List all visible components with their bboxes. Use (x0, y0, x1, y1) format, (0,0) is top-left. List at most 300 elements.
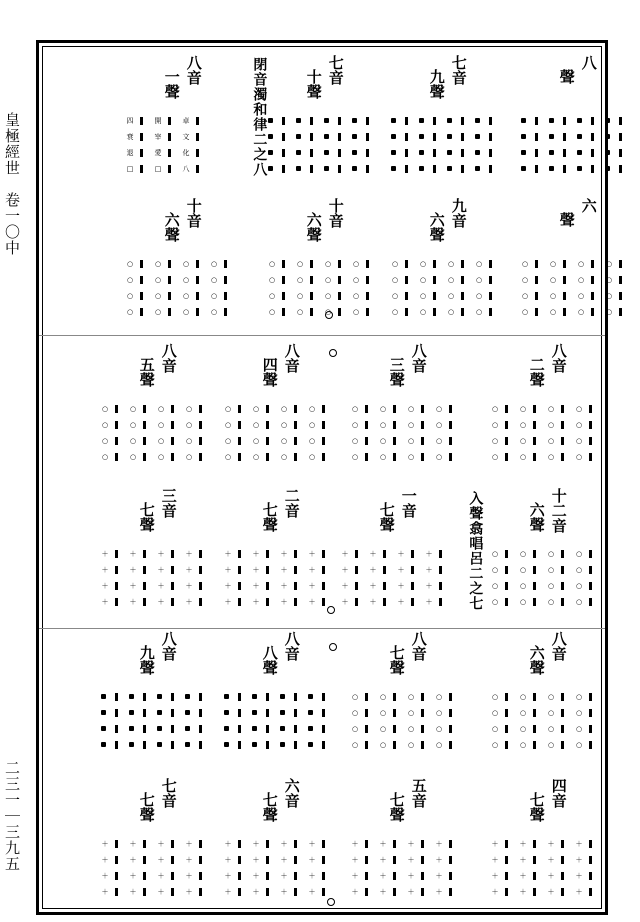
glyph-cell (126, 451, 148, 463)
glyph-column (98, 838, 120, 898)
bar-mark (591, 117, 594, 125)
dot-mark (185, 726, 190, 731)
glyph-cell (293, 290, 315, 302)
tone-word: 音 (159, 793, 178, 808)
glyph-cell (305, 723, 327, 735)
glyph-cell (546, 131, 568, 143)
bar-mark (199, 566, 202, 574)
circle-glyph: ○ (519, 405, 527, 413)
dot-mark (252, 694, 257, 699)
sound-number: 七 (527, 792, 546, 807)
glyph-cell (348, 691, 370, 703)
glyph-column (305, 403, 327, 463)
bar-mark (115, 856, 118, 864)
running-title: 皇極經世 卷一〇中 (3, 112, 21, 256)
plus-glyph: ＋ (129, 598, 137, 606)
glyph-cell (432, 739, 454, 751)
dot-mark (352, 166, 357, 171)
glyph-cell (472, 274, 494, 286)
bar-mark (489, 117, 492, 125)
plus-glyph: ＋ (341, 582, 349, 590)
glyph-cell (179, 163, 201, 175)
bar-mark (199, 437, 202, 445)
circle-glyph: ○ (280, 405, 288, 413)
glyph-cell (221, 548, 243, 560)
circle-glyph: ○ (407, 709, 415, 717)
tone-number: 八 (282, 631, 301, 646)
glyph-cell (123, 147, 145, 159)
glyph-cell (265, 290, 287, 302)
bar-mark (449, 840, 452, 848)
dot-mark (419, 166, 424, 171)
glyph-cell (516, 691, 538, 703)
glyph-cell (207, 306, 229, 318)
sound-word: 聲 (260, 372, 279, 387)
glyph-cell (126, 723, 148, 735)
plus-glyph: ＋ (185, 566, 193, 574)
circle-glyph: ○ (547, 566, 555, 574)
circle-glyph: ○ (435, 693, 443, 701)
sound-label (138, 645, 154, 675)
glyph-cell (472, 306, 494, 318)
bar-mark (171, 421, 174, 429)
dot-mark (268, 166, 273, 171)
glyph-cell (349, 163, 371, 175)
glyph-column (221, 691, 243, 751)
glyph-text: 四 (126, 117, 134, 125)
glyph-cell (221, 419, 243, 431)
plus-glyph: ＋ (280, 598, 288, 606)
glyph-cell (488, 564, 510, 576)
circle-glyph: ○ (575, 566, 583, 574)
tone-label (283, 631, 299, 661)
sound-label (528, 357, 544, 387)
circle-glyph: ○ (521, 260, 529, 268)
plus-glyph: ＋ (397, 582, 405, 590)
glyph-cell (572, 403, 594, 415)
glyph-cell (366, 580, 388, 592)
glyph-column (472, 115, 494, 175)
glyph-cell (488, 707, 510, 719)
bar-mark (365, 405, 368, 413)
glyph-column (249, 403, 271, 463)
glyph-column (249, 691, 271, 751)
glyph-grid (338, 548, 444, 608)
bar-mark (405, 292, 408, 300)
plus-glyph: ＋ (252, 856, 260, 864)
tone-block (221, 631, 341, 761)
glyph-cell (518, 131, 540, 143)
tone-word: 音 (409, 793, 428, 808)
glyph-text: □ (154, 165, 162, 173)
bar-mark (505, 872, 508, 880)
bar-mark (294, 741, 297, 749)
circle-glyph: ○ (268, 308, 276, 316)
bar-mark (266, 725, 269, 733)
sound-label (428, 212, 444, 242)
glyph-column (221, 403, 243, 463)
circle-glyph: ○ (210, 308, 218, 316)
glyph-cell (432, 723, 454, 735)
dot-mark (296, 166, 301, 171)
glyph-cell (249, 564, 271, 576)
bar-mark (143, 566, 146, 574)
glyph-column (572, 691, 594, 751)
glyph-cell (293, 147, 315, 159)
bar-mark (266, 840, 269, 848)
tone-label (400, 488, 416, 518)
bar-mark (168, 133, 171, 141)
glyph-cell (221, 451, 243, 463)
glyph-column (151, 115, 173, 175)
tone-word: 音 (282, 646, 301, 661)
glyph-cell (432, 886, 454, 898)
tone-block (265, 55, 385, 185)
sound-label (138, 792, 154, 822)
glyph-cell (123, 115, 145, 127)
circle-glyph: ○ (324, 260, 332, 268)
bar-mark (294, 550, 297, 558)
plus-glyph: ＋ (575, 872, 583, 880)
glyph-cell (546, 163, 568, 175)
bar-mark (393, 741, 396, 749)
bar-mark (433, 165, 436, 173)
glyph-cell (488, 723, 510, 735)
bar-mark (196, 133, 199, 141)
bar-mark (224, 292, 227, 300)
bar-mark (421, 453, 424, 461)
glyph-cell (488, 870, 510, 882)
bar-mark (489, 133, 492, 141)
glyph-cell (126, 838, 148, 850)
glyph-cell (249, 723, 271, 735)
bar-mark (338, 149, 341, 157)
bar-mark (143, 725, 146, 733)
glyph-cell (574, 147, 596, 159)
glyph-cell (544, 596, 566, 608)
plus-glyph: ＋ (308, 550, 316, 558)
sound-word: 聲 (162, 227, 181, 242)
circle-glyph: ○ (419, 292, 427, 300)
bar-mark (266, 709, 269, 717)
circle-glyph: ○ (435, 709, 443, 717)
bar-mark (282, 133, 285, 141)
glyph-cell (388, 306, 410, 318)
plus-glyph: ＋ (308, 856, 316, 864)
tone-number: 八 (184, 55, 203, 70)
bar-mark (143, 888, 146, 896)
glyph-cell (154, 723, 176, 735)
bar-mark (589, 856, 592, 864)
circle-glyph: ○ (547, 725, 555, 733)
bar-mark (143, 856, 146, 864)
bar-mark (461, 292, 464, 300)
glyph-cell (349, 258, 371, 270)
tone-label (410, 343, 426, 373)
glyph-column (98, 403, 120, 463)
plus-glyph: ＋ (519, 856, 527, 864)
bar-mark (310, 165, 313, 173)
glyph-cell (126, 435, 148, 447)
plus-glyph: ＋ (491, 840, 499, 848)
glyph-cell (305, 435, 327, 447)
circle-glyph: ○ (521, 276, 529, 284)
tone-number: 七 (449, 55, 468, 70)
circle-glyph: ○ (157, 421, 165, 429)
glyph-text: 文 (182, 133, 190, 141)
glyph-cell (444, 274, 466, 286)
dot-mark (605, 150, 610, 155)
glyph-cell (265, 258, 287, 270)
bar-mark (266, 566, 269, 574)
glyph-cell (574, 274, 596, 286)
glyph-column (432, 403, 454, 463)
bar-mark (563, 117, 566, 125)
circle-glyph: ○ (210, 260, 218, 268)
bar-mark (433, 133, 436, 141)
circle-glyph: ○ (351, 709, 359, 717)
plus-glyph: ＋ (101, 856, 109, 864)
plus-glyph: ＋ (185, 856, 193, 864)
glyph-grid (388, 258, 494, 318)
glyph-cell (126, 739, 148, 751)
bar-mark (140, 276, 143, 284)
bar-mark (115, 741, 118, 749)
circle-glyph: ○ (185, 453, 193, 461)
glyph-column (349, 115, 371, 175)
bar-mark (393, 421, 396, 429)
tone-label (160, 343, 176, 373)
glyph-column (388, 258, 410, 318)
sound-word: 聲 (260, 517, 279, 532)
circle-glyph: ○ (407, 437, 415, 445)
sound-label (558, 69, 574, 84)
glyph-cell (293, 163, 315, 175)
bar-mark (322, 566, 325, 574)
glyph-grid (221, 403, 327, 463)
glyph-column (321, 115, 343, 175)
glyph-column (305, 548, 327, 608)
glyph-cell (544, 870, 566, 882)
glyph-grid (348, 403, 454, 463)
plus-glyph: ＋ (157, 598, 165, 606)
glyph-cell (305, 419, 327, 431)
glyph-cell (544, 419, 566, 431)
glyph-column (293, 258, 315, 318)
glyph-cell (516, 739, 538, 751)
glyph-cell (126, 707, 148, 719)
plus-glyph: ＋ (185, 872, 193, 880)
bar-mark (421, 709, 424, 717)
glyph-cell (544, 451, 566, 463)
glyph-cell (151, 258, 173, 270)
glyph-cell (366, 548, 388, 560)
glyph-grid (265, 258, 371, 318)
circle-glyph: ○ (521, 292, 529, 300)
tone-label (410, 631, 426, 661)
bar-mark (433, 276, 436, 284)
glyph-cell (98, 419, 120, 431)
glyph-cell (544, 723, 566, 735)
bar-mark (619, 308, 622, 316)
glyph-column (179, 115, 201, 175)
glyph-column (432, 838, 454, 898)
glyph-cell (126, 854, 148, 866)
tone-block (388, 55, 508, 185)
circle-glyph: ○ (324, 276, 332, 284)
glyph-cell (348, 870, 370, 882)
tone-label (283, 488, 299, 518)
circle-glyph: ○ (296, 292, 304, 300)
sound-word: 聲 (137, 660, 156, 675)
glyph-column (321, 258, 343, 318)
glyph-cell (154, 580, 176, 592)
bar-mark (561, 421, 564, 429)
circle-glyph: ○ (351, 741, 359, 749)
glyph-cell (546, 115, 568, 127)
bar-mark (405, 308, 408, 316)
bar-mark (199, 421, 202, 429)
circle-glyph: ○ (210, 276, 218, 284)
glyph-cell (221, 886, 243, 898)
glyph-column (394, 548, 416, 608)
glyph-column (349, 258, 371, 318)
plus-glyph: ＋ (280, 840, 288, 848)
sound-label (528, 502, 544, 532)
plus-glyph: ＋ (280, 582, 288, 590)
bar-mark (199, 598, 202, 606)
glyph-cell (376, 838, 398, 850)
glyph-cell (123, 290, 145, 302)
bar-mark (561, 888, 564, 896)
bar-mark (421, 741, 424, 749)
dot-mark (391, 118, 396, 123)
glyph-cell (488, 451, 510, 463)
circle-glyph: ○ (519, 582, 527, 590)
plus-glyph: ＋ (280, 566, 288, 574)
bar-mark (489, 308, 492, 316)
circle-glyph: ○ (575, 582, 583, 590)
circle-glyph: ○ (352, 260, 360, 268)
plus-glyph: ＋ (308, 598, 316, 606)
dot-mark (101, 694, 106, 699)
glyph-cell (546, 274, 568, 286)
bar-mark (266, 741, 269, 749)
glyph-cell (348, 403, 370, 415)
bar-mark (322, 421, 325, 429)
bar-mark (199, 405, 202, 413)
bar-mark (366, 260, 369, 268)
tone-word: 音 (399, 503, 418, 518)
bar-mark (224, 308, 227, 316)
bar-mark (282, 276, 285, 284)
circle-glyph: ○ (324, 292, 332, 300)
bar-mark (266, 550, 269, 558)
glyph-cell (444, 258, 466, 270)
bar-mark (171, 741, 174, 749)
bar-mark (449, 856, 452, 864)
glyph-column (182, 548, 204, 608)
bar-mark (449, 453, 452, 461)
plus-glyph: ＋ (425, 550, 433, 558)
glyph-cell (518, 147, 540, 159)
circle-glyph: ○ (419, 260, 427, 268)
sound-word: 聲 (162, 84, 181, 99)
glyph-cell (179, 274, 201, 286)
glyph-cell (444, 163, 466, 175)
tone-number: 五 (409, 778, 428, 793)
circle-glyph: ○ (447, 276, 455, 284)
glyph-cell (444, 306, 466, 318)
dot-mark (324, 118, 329, 123)
bar-mark (115, 421, 118, 429)
glyph-cell (221, 403, 243, 415)
circle-glyph: ○ (491, 550, 499, 558)
circle-glyph: ○ (296, 276, 304, 284)
glyph-cell (572, 723, 594, 735)
dot-mark (324, 134, 329, 139)
plus-glyph: ＋ (407, 840, 415, 848)
circle-glyph: ○ (549, 292, 557, 300)
glyph-cell (277, 548, 299, 560)
plus-glyph: ＋ (129, 856, 137, 864)
bar-mark (171, 437, 174, 445)
bar-mark (266, 872, 269, 880)
glyph-cell (602, 115, 624, 127)
glyph-cell (154, 451, 176, 463)
bar-mark (338, 133, 341, 141)
glyph-cell (182, 838, 204, 850)
bar-mark (405, 260, 408, 268)
dot-mark (268, 134, 273, 139)
bar-mark (589, 437, 592, 445)
bar-mark (619, 117, 622, 125)
bar-mark (238, 550, 241, 558)
tone-word: 音 (159, 503, 178, 518)
bar-mark (199, 453, 202, 461)
circle-glyph: ○ (324, 308, 332, 316)
dot-mark (324, 150, 329, 155)
page-number: 二三一｜三九五 (3, 760, 21, 872)
dot-mark (577, 118, 582, 123)
plus-glyph: ＋ (351, 840, 359, 848)
bar-mark (196, 165, 199, 173)
glyph-cell (277, 838, 299, 850)
glyph-cell (154, 739, 176, 751)
plus-glyph: ＋ (407, 888, 415, 896)
bar-mark (294, 872, 297, 880)
bar-mark (411, 566, 414, 574)
glyph-cell (305, 707, 327, 719)
circle-glyph: ○ (101, 405, 109, 413)
bar-mark (115, 840, 118, 848)
circle-glyph: ○ (435, 405, 443, 413)
glyph-column (546, 115, 568, 175)
glyph-column (265, 115, 287, 175)
bar-mark (266, 453, 269, 461)
bar-mark (393, 725, 396, 733)
glyph-column (98, 548, 120, 608)
plus-glyph: ＋ (185, 598, 193, 606)
glyph-column (376, 838, 398, 898)
plus-glyph: ＋ (379, 840, 387, 848)
circle-glyph: ○ (577, 292, 585, 300)
bar-mark (322, 598, 325, 606)
glyph-cell (221, 739, 243, 751)
tone-label (283, 343, 299, 373)
bar-mark (533, 856, 536, 864)
bar-mark (533, 598, 536, 606)
